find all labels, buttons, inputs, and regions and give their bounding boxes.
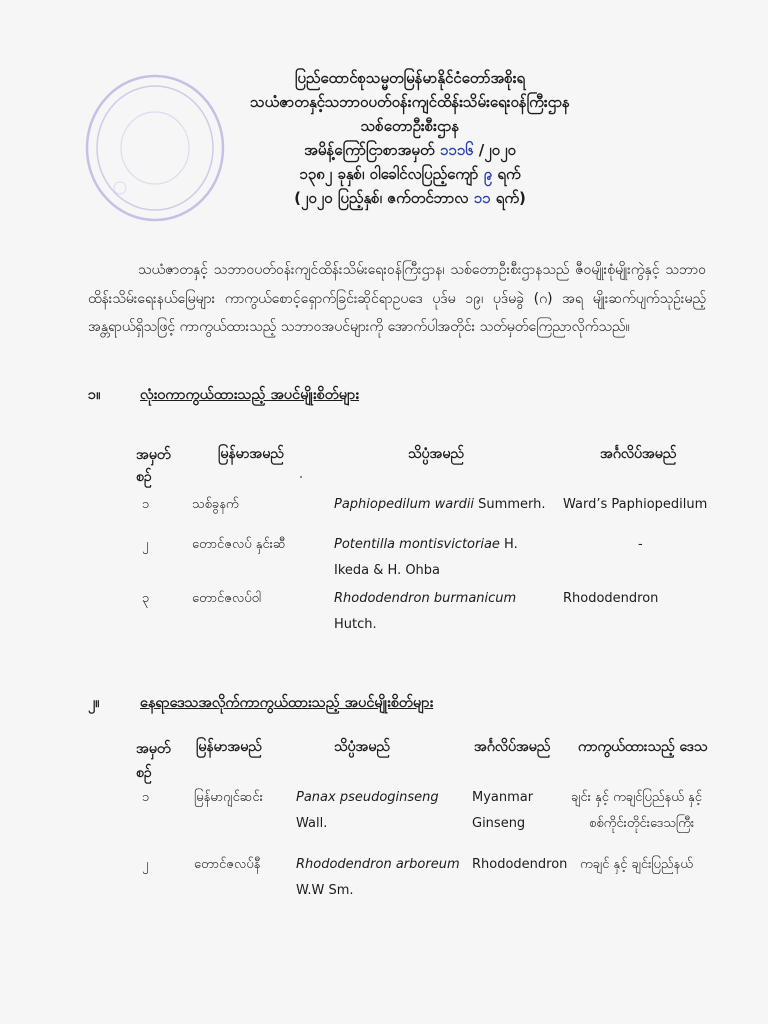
s2-row2-scientific: Rhododendron arboreum: [296, 857, 460, 872]
s1-row3-no: ၃: [142, 591, 150, 606]
header-department: သစ်တောဦးစီးဌာန: [360, 117, 460, 135]
s2-row2-author: W.W Sm.: [296, 883, 354, 898]
s2-header-scientific: သိပ္ပံအမည်: [334, 739, 390, 755]
notification-number: ၁၁၁၆: [439, 141, 474, 159]
s1-row1-no: ၁: [142, 497, 150, 512]
s2-row2-myanmar: တောင်ဇလပ်နီ: [194, 857, 261, 872]
s2-row2-english: Rhododendron: [472, 857, 568, 872]
s2-row1-english-1: Myanmar: [472, 790, 534, 805]
s2-row2-region: ကချင် နှင့် ချင်းပြည်နယ်: [580, 857, 693, 872]
s2-row1-author: Wall.: [296, 816, 328, 831]
body-paragraph: သယံဇာတနှင့် သဘာဝပတ်ဝန်းကျင်ထိန်းသိမ်းရေးဝန်ကြီးဌာန၊ သစ်တောဦးစီးဌာနသည် ဇီဝမျိုးစုံမျိုးကွဲနှင့် သဘာဝထိန်းသိမ်းရေးနယ်မြေများ ကာကွယ်စောင့်ရှောက်ခြင်းဆိုင်ရာဥပဒေ ပုဒ်မ ၁၉၊ ပုဒ်မခွဲ (ဂ) အရ မျိုးဆက်ပျက်သုဉ်းမည့်အန္တရာယ်ရှိသဖြင့် ကာကွယ်ထားသည့် သဘာဝအပင်များကို အောက်ပါအတိုင်း သတ်မှတ်ကြေညာလိုက်သည်။: [88, 262, 706, 335]
s1-row1-myanmar: သစ်ခွနက်: [192, 497, 239, 512]
s1-row2-english: -: [638, 537, 643, 552]
header-notification-number: အမိန့်ကြော်ငြာစာအမှတ် ၁၁၁၆ /၂၀၂၀: [304, 141, 516, 159]
s1-header-no: အမှတ် စဉ်: [136, 447, 171, 485]
document-page: ပြည်ထောင်စုသမ္မတမြန်မာနိုင်ငံတော်အစိုးရ သယံဇာတနှင့်သဘာဝပတ်ဝန်းကျင်ထိန်းသိမ်းရေးဝန်ကြီးဌာန သစ်တောဦးစီးဌာန အမိန့်ကြော်ငြာစာအမှတ် ၁၁၁၆ /၂၀၂၀ ၁၃၈၂ ခုနှစ်၊ ဝါခေါင်လပြည့်ကျော် ၉ ရက် (၂၀၂၀ ပြည့်နှစ်၊ ဇက်တင်ဘာလ ၁၁ ရက်) သယံဇာတနှင့် သဘာဝပတ်ဝန်းကျင်ထိန်းသိမ်းရေးဝန်ကြီးဌာန၊ သစ်တောဦးစီးဌာနသည် ဇီဝမျိုးစုံမျိုးကွဲနှင့် သဘာဝထိန်းသိမ်းရေးနယ်မြေများ ကာကွယ်စောင့်ရှောက်ခြင်းဆိုင်ရာဥပဒေ ပုဒ်မ ၁၉၊ ပုဒ်မခွဲ (ဂ) အရ မျိုးဆက်ပျက်သုဉ်းမည့်အန္တရာယ်ရှိသဖြင့် ကာကွယ်ထားသည့် သဘာဝအပင်များကို အောက်ပါအတိုင်း သတ်မှတ်ကြေညာလိုက်သည်။ ၁။ လုံးဝကာကွယ်ထားသည့် အပင်မျိုးစိတ်များ အမှတ် စဉ် မြန်မာအမည် သိပ္ပံအမည် အင်္ဂလိပ်အမည် ၁ သစ်ခွနက် Paphiopedilum wardii Summerh. Ward’s Paphiopedilum ၂ တောင်ဇလပ် နှင်းဆီ Potentilla montisvictoriae H. Ikeda & H. Ohba - ၃ တောင်ဇလပ်ဝါ Rhododendron burmanicum Hutch. Rhododendron ၂။ နေရာဒေသအလိုက်ကာကွယ်ထားသည့် အပင်မျိုးစိတ်များ အမှတ် စဉ် မြန်မာအမည် သိပ္ပံအမည် အင်္ဂလိပ်အမည် ကာကွယ်ထားသည့် ဒေသ ၁ မြန်မာဂျင်ဆင်း Panax pseudoginseng Wall. Myanmar Ginseng ချင်း နှင့် ကချင်ပြည်နယ် နှင့် စစ်ကိုင်းတိုင်းဒေသကြီး ၂ တောင်ဇလပ်နီ Rhododendron arboreum W.W Sm. Rhododendron ကချင် နှင့် ချင်းပြည်နယ်: [0, 0, 768, 1024]
s1-row2-myanmar: တောင်ဇလပ် နှင်းဆီ: [192, 537, 286, 552]
s2-row2-no: ၂: [142, 857, 149, 872]
s2-row1-english-2: Ginseng: [472, 816, 526, 831]
s2-row1-no: ၁: [142, 790, 150, 805]
s2-row1-region-2: စစ်ကိုင်းတိုင်းဒေသကြီး: [589, 816, 695, 831]
s1-header-scientific: သိပ္ပံအမည်: [408, 446, 464, 462]
s2-row1-region-1: ချင်း နှင့် ကချင်ပြည်နယ် နှင့်: [571, 790, 702, 805]
s1-row1-scientific: Paphiopedilum wardii Summerh.: [334, 497, 546, 512]
s2-header-english: အင်္ဂလိပ်အမည်: [474, 739, 551, 755]
document-header: [180, 66, 640, 210]
s2-row1-scientific: Panax pseudoginseng: [296, 790, 439, 805]
header-myanmar-date: ၁၃၈၂ ခုနှစ်၊ ဝါခေါင်လပြည့်ကျော် ၉ ရက်: [299, 165, 521, 183]
s1-row3-myanmar: တောင်ဇလပ်ဝါ: [192, 591, 262, 606]
s1-header-english: အင်္ဂလိပ်အမည်: [600, 446, 677, 462]
header-gregorian-date: (၂၀၂၀ ပြည့်နှစ်၊ ဇက်တင်ဘာလ ၁၁ ရက်): [294, 189, 526, 207]
s1-row2-scientific: Potentilla montisvictoriae H. Ikeda & H. Ohba: [334, 537, 518, 578]
s1-row3-scientific: Rhododendron burmanicum Hutch.: [334, 591, 517, 632]
s1-row1-english: Ward’s Paphiopedilum: [563, 497, 708, 512]
s1-row3-english: Rhododendron: [563, 591, 659, 606]
s2-header-region: ကာကွယ်ထားသည့် ဒေသ: [578, 739, 708, 755]
s2-header-myanmar: မြန်မာအမည်: [196, 739, 262, 755]
s1-header-myanmar: မြန်မာအမည်: [218, 446, 284, 462]
s2-header-no: အမှတ် စဉ်: [136, 741, 171, 781]
header-ministry: သယံဇာတနှင့်သဘာဝပတ်ဝန်းကျင်ထိန်းသိမ်းရေးဝန်ကြီးဌာန: [250, 93, 570, 111]
s2-row1-myanmar: မြန်မာဂျင်ဆင်း: [194, 790, 263, 805]
s1-row2-no: ၂: [142, 537, 149, 552]
scan-speck: [300, 476, 302, 478]
header-government: ပြည်ထောင်စုသမ္မတမြန်မာနိုင်ငံတော်အစိုးရ: [294, 69, 526, 87]
